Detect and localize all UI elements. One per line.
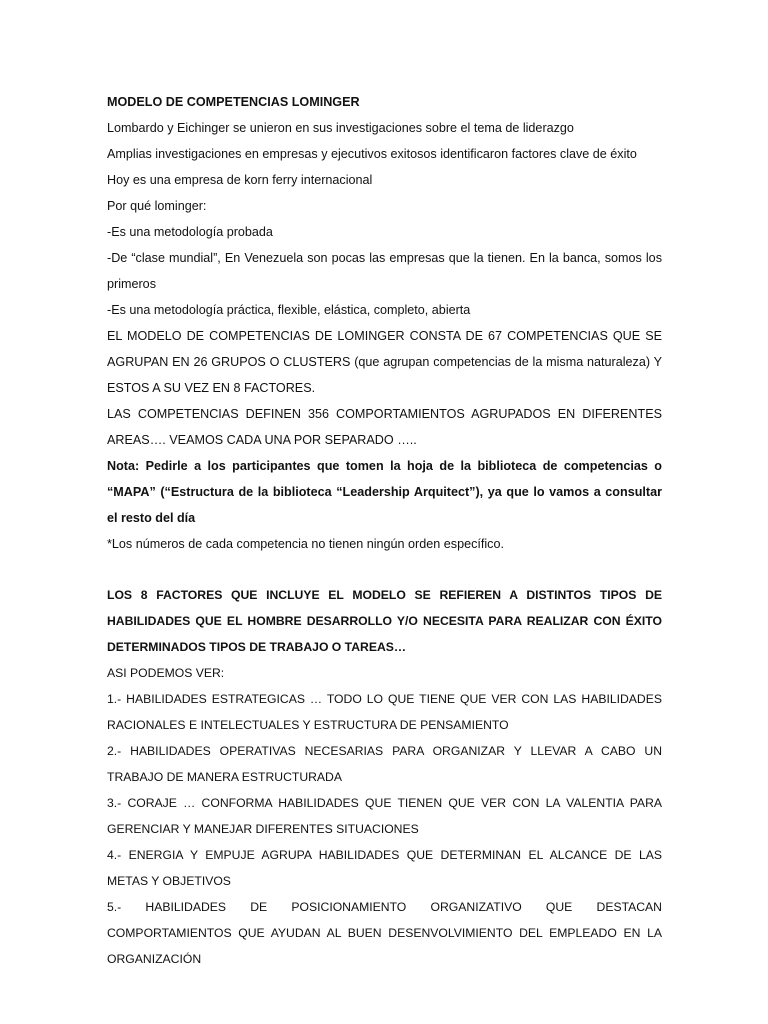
intro-line: Amplias investigaciones en empresas y ejecutivos exitosos identificaron factores clave de éxito [107,147,637,161]
so-we-see-line: ASI PODEMOS VER: [107,666,225,680]
factors-heading: LOS 8 FACTORES QUE INCLUYE EL MODELO SE REFIEREN A DISTINTOS TIPOS DE HABILIDADES QUE EL HOMBRE DESARROLLO Y/O NECESITA PARA REALIZAR CON ÉXITO DETERMINADOS TIPOS DE TRABAJO O TAREAS… [107,588,662,654]
factor-item-2: 2.- HABILIDADES OPERATIVAS NECESARIAS PARA ORGANIZAR Y LLEVAR A CABO UN TRABAJO DE MANERA ESTRUCTURADA [107,744,662,784]
note-paragraph: Nota: Pedirle a los participantes que tomen la hoja de la biblioteca de competencias o “MAPA” (“Estructura de la biblioteca “Leadership Arquitect”), ya que lo vamos a consultar el resto del día [107,459,662,525]
numbers-note: *Los números de cada competencia no tienen ningún orden específico. [107,537,504,551]
document-title: MODELO DE COMPETENCIAS LOMINGER [107,95,360,109]
section-gap [107,557,662,582]
intro-line: Hoy es una empresa de korn ferry internacional [107,173,373,187]
world-class-paragraph: -De “clase mundial”, En Venezuela son pocas las empresas que la tienen. En la banca, somos los primeros [107,251,662,291]
model-summary-paragraph: EL MODELO DE COMPETENCIAS DE LOMINGER CONSTA DE 67 COMPETENCIAS QUE SE AGRUPAN EN 26 GRUPOS O CLUSTERS (que agrupan competencias de la misma naturaleza) Y ESTOS A SU VEZ EN 8 FACTORES. [107,329,662,395]
intro-line: Por qué lominger: [107,199,207,213]
document-body [107,89,662,972]
factor-item-4: 4.- ENERGIA Y EMPUJE AGRUPA HABILIDADES QUE DETERMINAN EL ALCANCE DE LAS METAS Y OBJETIVOS [107,848,662,888]
practical-line: -Es una metodología práctica, flexible, elástica, completo, abierta [107,303,471,317]
intro-line: -Es una metodología probada [107,225,273,239]
behaviors-paragraph: LAS COMPETENCIAS DEFINEN 356 COMPORTAMIENTOS AGRUPADOS EN DIFERENTES AREAS…. VEAMOS CADA UNA POR SEPARADO ….. [107,407,662,447]
intro-line: Lombardo y Eichinger se unieron en sus investigaciones sobre el tema de liderazgo [107,121,574,135]
factor-item-1: 1.- HABILIDADES ESTRATEGICAS … TODO LO QUE TIENE QUE VER CON LAS HABILIDADES RACIONALES E INTELECTUALES Y ESTRUCTURA DE PENSAMIENTO [107,692,662,732]
factor-item-3: 3.- CORAJE … CONFORMA HABILIDADES QUE TIENEN QUE VER CON LA VALENTIA PARA GERENCIAR Y MANEJAR DIFERENTES SITUACIONES [107,796,662,836]
factor-item-5: 5.- HABILIDADES DE POSICIONAMIENTO ORGANIZATIVO QUE DESTACAN COMPORTAMIENTOS QUE AYUDAN AL BUEN DESENVOLVIMIENTO DEL EMPLEADO EN LA ORGANIZACIÓN [107,900,662,966]
